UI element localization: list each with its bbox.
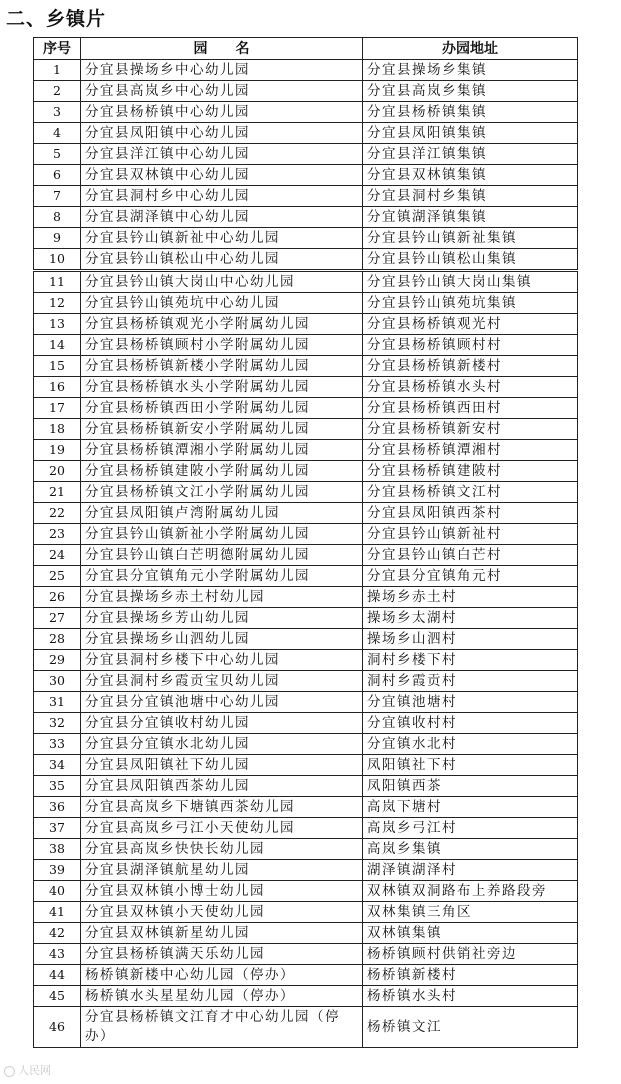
row-number: 12 (34, 293, 81, 314)
table-row (34, 503, 578, 524)
kindergarten-name: 分宜县杨桥镇观光小学附属幼儿园 (81, 314, 363, 335)
header-address: 办园地址 (363, 38, 578, 60)
kindergarten-address: 分宜县钤山镇大岗山集镇 (363, 271, 578, 293)
kindergarten-address: 分宜县凤阳镇集镇 (363, 123, 578, 144)
kindergarten-name: 分宜县双林镇中心幼儿园 (81, 165, 363, 186)
table-row (34, 377, 578, 398)
row-number: 18 (34, 419, 81, 440)
table-row (34, 60, 578, 81)
row-number: 28 (34, 629, 81, 650)
table-row (34, 165, 578, 186)
kindergarten-address: 分宜县双林镇集镇 (363, 165, 578, 186)
kindergarten-address: 操场乡山泗村 (363, 629, 578, 650)
kindergarten-name: 分宜县杨桥镇文江小学附属幼儿园 (81, 482, 363, 503)
row-number: 13 (34, 314, 81, 335)
row-number: 22 (34, 503, 81, 524)
kindergarten-name: 分宜县操场乡芳山幼儿园 (81, 608, 363, 629)
kindergarten-address: 分宜县杨桥镇集镇 (363, 102, 578, 123)
kindergarten-name: 分宜县杨桥镇水头小学附属幼儿园 (81, 377, 363, 398)
kindergarten-name: 杨桥镇水头星星幼儿园（停办） (81, 986, 363, 1007)
row-number: 8 (34, 207, 81, 228)
kindergarten-name: 分宜县分宜镇角元小学附属幼儿园 (81, 566, 363, 587)
kindergarten-address: 分宜县钤山镇新祉集镇 (363, 228, 578, 249)
table-row (34, 356, 578, 377)
row-number: 21 (34, 482, 81, 503)
row-number: 19 (34, 440, 81, 461)
kindergarten-address: 操场乡赤土村 (363, 587, 578, 608)
table-row (34, 902, 578, 923)
table-row (34, 123, 578, 144)
kindergarten-name: 分宜县凤阳镇中心幼儿园 (81, 123, 363, 144)
kindergarten-address: 分宜县洞村乡集镇 (363, 186, 578, 207)
kindergarten-address: 分宜县凤阳镇西茶村 (363, 503, 578, 524)
kindergarten-name: 分宜县杨桥镇中心幼儿园 (81, 102, 363, 123)
table-row (34, 734, 578, 755)
kindergarten-address: 高岚下塘村 (363, 797, 578, 818)
table-row (34, 860, 578, 881)
kindergarten-name: 分宜县凤阳镇社下幼儿园 (81, 755, 363, 776)
table-row (34, 524, 578, 545)
kindergarten-address: 分宜镇水北村 (363, 734, 578, 755)
kindergarten-address: 杨桥镇水头村 (363, 986, 578, 1007)
kindergarten-table (33, 37, 578, 1048)
row-number: 6 (34, 165, 81, 186)
row-number: 17 (34, 398, 81, 419)
table-row (34, 776, 578, 797)
kindergarten-name: 分宜县杨桥镇顾村小学附属幼儿园 (81, 335, 363, 356)
kindergarten-address: 分宜镇池塘村 (363, 692, 578, 713)
table-row (34, 923, 578, 944)
kindergarten-address: 分宜县分宜镇角元村 (363, 566, 578, 587)
row-number: 42 (34, 923, 81, 944)
row-number: 27 (34, 608, 81, 629)
kindergarten-address: 分宜县钤山镇苑坑集镇 (363, 293, 578, 314)
section-title: 二、乡镇片 (6, 8, 107, 30)
table-row (34, 228, 578, 249)
kindergarten-address: 分宜县杨桥镇文江村 (363, 482, 578, 503)
table-row (34, 207, 578, 228)
watermark-logo-icon (4, 1066, 15, 1077)
row-number: 44 (34, 965, 81, 986)
kindergarten-address: 洞村乡霞贡村 (363, 671, 578, 692)
table-row (34, 650, 578, 671)
kindergarten-address: 分宜县杨桥镇顾村村 (363, 335, 578, 356)
kindergarten-address: 分宜镇湖泽镇集镇 (363, 207, 578, 228)
row-number: 23 (34, 524, 81, 545)
kindergarten-name: 分宜县操场乡山泗幼儿园 (81, 629, 363, 650)
kindergarten-address: 双林镇双洞路布上养路段旁 (363, 881, 578, 902)
kindergarten-address: 分宜县杨桥镇潭湘村 (363, 440, 578, 461)
kindergarten-name: 分宜县洞村乡楼下中心幼儿园 (81, 650, 363, 671)
kindergarten-address: 分宜县杨桥镇新安村 (363, 419, 578, 440)
kindergarten-name: 分宜县分宜镇水北幼儿园 (81, 734, 363, 755)
kindergarten-address: 双林集镇三角区 (363, 902, 578, 923)
table-row (34, 144, 578, 165)
row-number: 2 (34, 81, 81, 102)
table-row (34, 440, 578, 461)
kindergarten-address: 湖泽镇湖泽村 (363, 860, 578, 881)
table-row (34, 986, 578, 1007)
kindergarten-name: 分宜县杨桥镇建陂小学附属幼儿园 (81, 461, 363, 482)
table-row (34, 545, 578, 566)
table-row (34, 671, 578, 692)
kindergarten-name: 分宜县操场乡中心幼儿园 (81, 60, 363, 81)
table-row (34, 881, 578, 902)
table-row (34, 293, 578, 314)
table-row (34, 755, 578, 776)
kindergarten-name: 分宜县高岚乡快快长幼儿园 (81, 839, 363, 860)
table-row (34, 965, 578, 986)
kindergarten-name: 分宜县钤山镇苑坑中心幼儿园 (81, 293, 363, 314)
kindergarten-address: 凤阳镇社下村 (363, 755, 578, 776)
row-number: 38 (34, 839, 81, 860)
kindergarten-name: 分宜县双林镇新星幼儿园 (81, 923, 363, 944)
row-number: 41 (34, 902, 81, 923)
table-row (34, 335, 578, 356)
watermark-text: 人民网 (18, 1064, 51, 1077)
kindergarten-address: 分宜县钤山镇白芒村 (363, 545, 578, 566)
row-number: 20 (34, 461, 81, 482)
row-number: 29 (34, 650, 81, 671)
kindergarten-address: 杨桥镇新楼村 (363, 965, 578, 986)
table-row (34, 713, 578, 734)
kindergarten-address: 分宜县杨桥镇水头村 (363, 377, 578, 398)
kindergarten-address: 高岚乡集镇 (363, 839, 578, 860)
kindergarten-address: 分宜县钤山镇新祉村 (363, 524, 578, 545)
table-row (34, 839, 578, 860)
kindergarten-address: 双林镇集镇 (363, 923, 578, 944)
row-number: 43 (34, 944, 81, 965)
kindergarten-address: 杨桥镇文江 (363, 1007, 578, 1048)
table-row (34, 461, 578, 482)
table-body (34, 60, 578, 1048)
kindergarten-name: 分宜县杨桥镇新安小学附属幼儿园 (81, 419, 363, 440)
row-number: 24 (34, 545, 81, 566)
row-number: 15 (34, 356, 81, 377)
kindergarten-address: 分宜县钤山镇松山集镇 (363, 249, 578, 271)
kindergarten-name: 分宜县湖泽镇航星幼儿园 (81, 860, 363, 881)
kindergarten-address: 高岚乡弓江村 (363, 818, 578, 839)
kindergarten-name: 分宜县双林镇小博士幼儿园 (81, 881, 363, 902)
table-row (34, 587, 578, 608)
watermark (4, 1062, 51, 1080)
table-row (34, 692, 578, 713)
kindergarten-name: 分宜县高岚乡弓江小天使幼儿园 (81, 818, 363, 839)
table-row (34, 608, 578, 629)
row-number: 33 (34, 734, 81, 755)
table-row (34, 271, 578, 293)
row-number: 14 (34, 335, 81, 356)
kindergarten-address: 分宜县操场乡集镇 (363, 60, 578, 81)
kindergarten-name: 分宜县钤山镇新祉小学附属幼儿园 (81, 524, 363, 545)
kindergarten-name: 分宜县钤山镇新祉中心幼儿园 (81, 228, 363, 249)
table-row (34, 818, 578, 839)
row-number: 1 (34, 60, 81, 81)
row-number: 7 (34, 186, 81, 207)
kindergarten-name: 分宜县洞村乡中心幼儿园 (81, 186, 363, 207)
row-number: 40 (34, 881, 81, 902)
kindergarten-address: 凤阳镇西茶 (363, 776, 578, 797)
kindergarten-name: 分宜县杨桥镇西田小学附属幼儿园 (81, 398, 363, 419)
kindergarten-name: 分宜县分宜镇收村幼儿园 (81, 713, 363, 734)
table-row (34, 482, 578, 503)
kindergarten-name: 分宜县高岚乡下塘镇西茶幼儿园 (81, 797, 363, 818)
row-number: 11 (34, 271, 81, 293)
kindergarten-address: 杨桥镇顾村供销社旁边 (363, 944, 578, 965)
kindergarten-name: 分宜县操场乡赤土村幼儿园 (81, 587, 363, 608)
kindergarten-name: 分宜县杨桥镇新楼小学附属幼儿园 (81, 356, 363, 377)
row-number: 45 (34, 986, 81, 1007)
table-row (34, 566, 578, 587)
table-row (34, 944, 578, 965)
kindergarten-name: 分宜县洞村乡霞贡宝贝幼儿园 (81, 671, 363, 692)
row-number: 34 (34, 755, 81, 776)
row-number: 26 (34, 587, 81, 608)
row-number: 36 (34, 797, 81, 818)
kindergarten-address: 分宜县杨桥镇西田村 (363, 398, 578, 419)
table-row (34, 419, 578, 440)
kindergarten-name: 分宜县分宜镇池塘中心幼儿园 (81, 692, 363, 713)
kindergarten-address: 分宜县杨桥镇建陂村 (363, 461, 578, 482)
kindergarten-name: 分宜县凤阳镇卢湾附属幼儿园 (81, 503, 363, 524)
kindergarten-name: 分宜县杨桥镇文江育才中心幼儿园（停办） (81, 1007, 363, 1048)
kindergarten-name: 分宜县钤山镇松山中心幼儿园 (81, 249, 363, 271)
table-row (34, 314, 578, 335)
kindergarten-name: 分宜县钤山镇白芒明德附属幼儿园 (81, 545, 363, 566)
row-number: 30 (34, 671, 81, 692)
kindergarten-name: 分宜县杨桥镇满天乐幼儿园 (81, 944, 363, 965)
row-number: 39 (34, 860, 81, 881)
row-number: 35 (34, 776, 81, 797)
row-number: 16 (34, 377, 81, 398)
kindergarten-name: 分宜县洋江镇中心幼儿园 (81, 144, 363, 165)
kindergarten-address: 分宜县杨桥镇观光村 (363, 314, 578, 335)
table-row (34, 249, 578, 271)
table-row (34, 81, 578, 102)
kindergarten-name: 分宜县高岚乡中心幼儿园 (81, 81, 363, 102)
row-number: 10 (34, 249, 81, 271)
table-row (34, 629, 578, 650)
kindergarten-name: 杨桥镇新楼中心幼儿园（停办） (81, 965, 363, 986)
row-number: 3 (34, 102, 81, 123)
row-number: 37 (34, 818, 81, 839)
table-row (34, 186, 578, 207)
table-row (34, 1007, 578, 1048)
table-row (34, 398, 578, 419)
row-number: 46 (34, 1007, 81, 1048)
row-number: 9 (34, 228, 81, 249)
kindergarten-name: 分宜县钤山镇大岗山中心幼儿园 (81, 271, 363, 293)
header-number: 序号 (34, 38, 81, 60)
row-number: 31 (34, 692, 81, 713)
row-number: 5 (34, 144, 81, 165)
kindergarten-name: 分宜县凤阳镇西茶幼儿园 (81, 776, 363, 797)
kindergarten-address: 洞村乡楼下村 (363, 650, 578, 671)
kindergarten-address: 分宜县洋江镇集镇 (363, 144, 578, 165)
table-header-row (34, 38, 578, 60)
header-name: 园 名 (81, 38, 363, 60)
row-number: 4 (34, 123, 81, 144)
kindergarten-address: 分宜镇收村村 (363, 713, 578, 734)
kindergarten-address: 分宜县高岚乡集镇 (363, 81, 578, 102)
kindergarten-name: 分宜县双林镇小天使幼儿园 (81, 902, 363, 923)
row-number: 32 (34, 713, 81, 734)
table-row (34, 102, 578, 123)
kindergarten-address: 分宜县杨桥镇新楼村 (363, 356, 578, 377)
row-number: 25 (34, 566, 81, 587)
kindergarten-address: 操场乡太湖村 (363, 608, 578, 629)
table-row (34, 797, 578, 818)
kindergarten-name: 分宜县湖泽镇中心幼儿园 (81, 207, 363, 228)
kindergarten-name: 分宜县杨桥镇潭湘小学附属幼儿园 (81, 440, 363, 461)
